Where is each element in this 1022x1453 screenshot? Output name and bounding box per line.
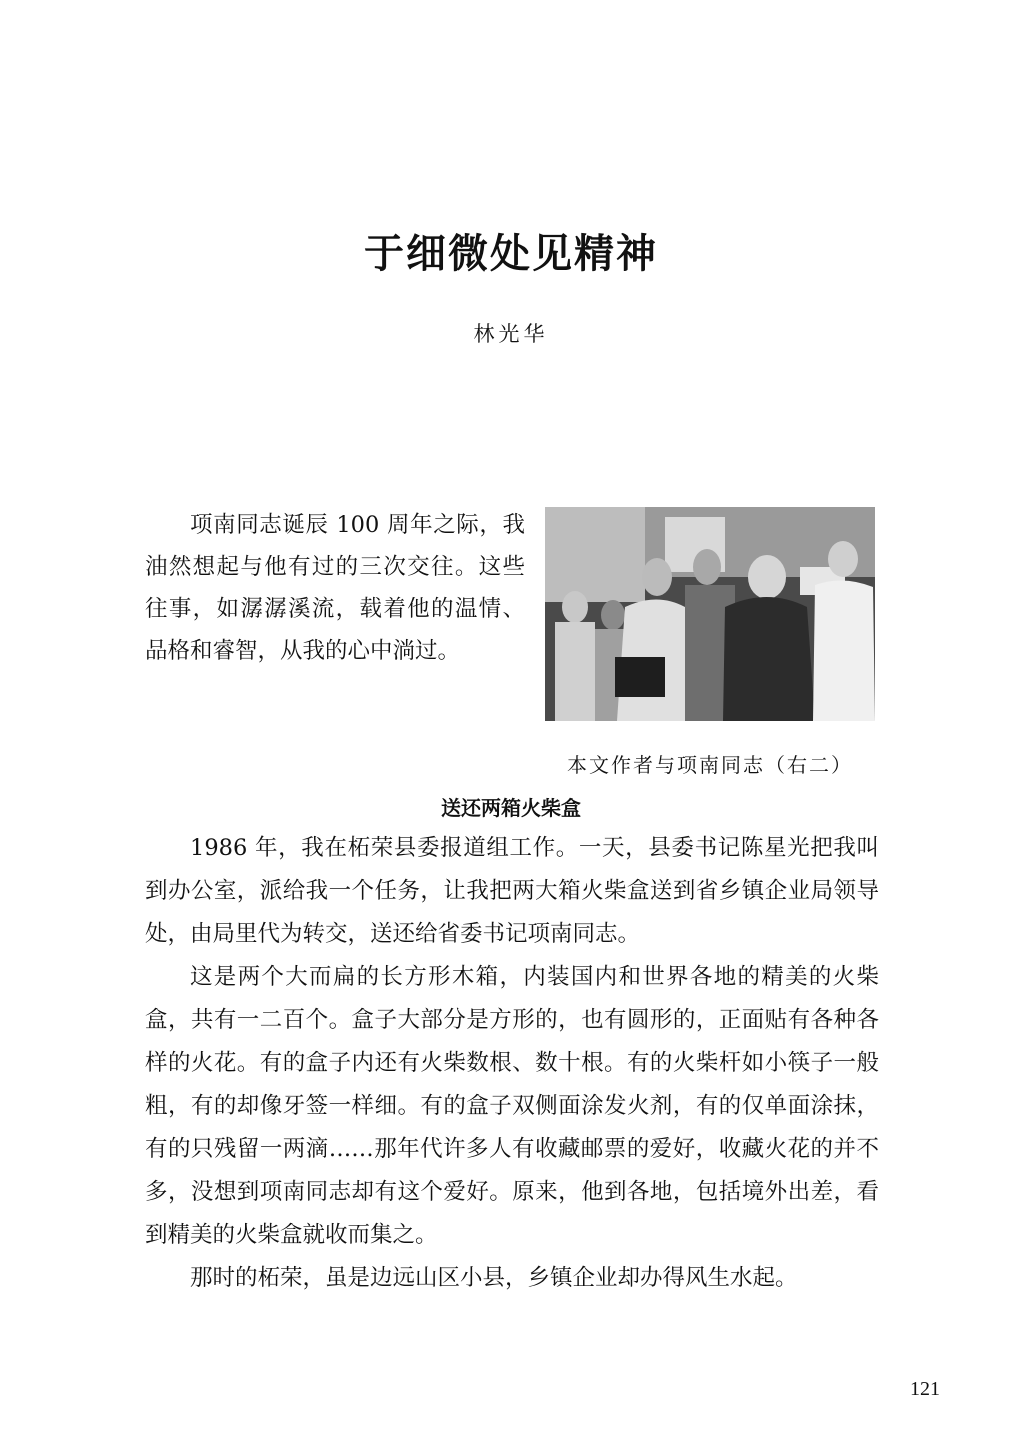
intro-text: 项南同志诞辰 100 周年之际，我油然想起与他有过的三次交往。这些往事，如潺潺溪流，载着他的温情、品格和睿智，从我的心中淌过。 [145,512,525,664]
body-paragraph: 这是两个大而扁的长方形木箱，内装国内和世界各地的精美的火柴盒，共有一二百个。盒子大部分是方形的，也有圆形的，正面贴有各种各样的火花。有的盒子内还有火柴数根、数十根。有的火柴杆如小筷子一般粗，有的却像牙签一样细。有的盒子双侧面涂发火剂，有的仅单面涂抹，有的只残留一两滴……那年代许多人有收藏邮票的爱好，收藏火花的并不多，没想到项南同志却有这个爱好。原来，他到各地，包括境外出差，看到精美的火柴盒就收而集之。 [145,964,879,1248]
article-photo [545,507,875,721]
section-heading: 送还两箱火柴盒 [441,796,581,820]
photo-illustration [545,507,875,721]
author-name: 林光华 [473,322,549,346]
page-number: 121 [910,1378,940,1400]
article-title: 于细微处见精神 [364,230,658,277]
body-paragraph: 那时的柘荣，虽是边远山区小县，乡镇企业却办得风生水起。 [190,1265,798,1291]
intro-paragraph [145,504,525,672]
photo-caption: 本文作者与项南同志（右二） [567,753,853,777]
article-body [145,827,879,1300]
body-paragraph: 1986 年，我在柘荣县委报道组工作。一天，县委书记陈星光把我叫到办公室，派给我一个任务，让我把两大箱火柴盒送到省乡镇企业局领导处，由局里代为转交，送还给省委书记项南同志。 [145,835,879,947]
